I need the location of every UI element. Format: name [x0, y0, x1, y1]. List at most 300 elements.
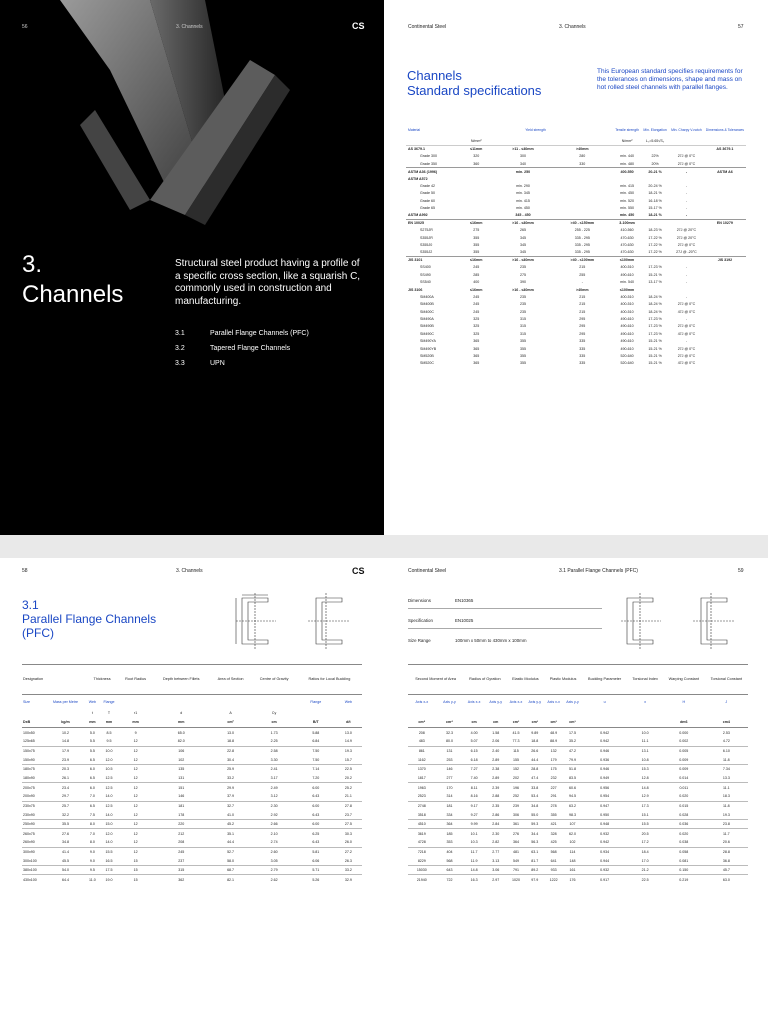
material-cell: Grade 42: [420, 184, 435, 189]
value-cell: 2.89: [492, 757, 500, 762]
value-cell: 52.7: [210, 847, 252, 856]
spec-cell: [458, 197, 494, 204]
value-cell: 77.3: [512, 739, 520, 744]
size-cell: 125x65: [23, 739, 35, 744]
value-cell: 23.7: [344, 812, 352, 817]
spec-cell: 17-22 %: [648, 235, 662, 240]
value-cell: 12: [133, 757, 138, 762]
value-cell: 79.9: [568, 757, 576, 762]
value-cell: 9.0: [89, 858, 95, 863]
value-cell: 12: [133, 812, 138, 817]
table-row: [408, 847, 748, 856]
units-cell: kg/m: [45, 718, 85, 728]
size-cell: 230x90: [23, 812, 35, 817]
units-cell: mm: [119, 718, 153, 728]
spec-cell: [458, 205, 494, 212]
value-cell: 10.1: [463, 829, 485, 838]
value-cell: 3.13: [492, 858, 500, 863]
value-cell: 5.5: [89, 739, 95, 744]
value-cell: 68.7: [210, 866, 252, 875]
spec-cell: [669, 256, 704, 263]
pfc-properties-table: [408, 664, 748, 884]
spec-cell: 47J @ 0°C: [677, 331, 696, 336]
material-cell: S355JR: [420, 235, 433, 240]
spec-cell: -: [685, 198, 688, 203]
value-cell: 41.0: [227, 812, 235, 817]
symbol-cell: [22, 709, 45, 718]
page-number: 56: [22, 24, 28, 30]
subheader-row: [408, 695, 748, 709]
value-cell: 34.8: [525, 801, 544, 810]
table-row: [22, 820, 362, 829]
spec-row: [406, 234, 746, 241]
spec-cell: 490-610: [620, 331, 634, 336]
spec-row: [406, 323, 746, 330]
spec-cell: ≤100mm: [619, 287, 635, 292]
table-row: [408, 820, 748, 829]
spec-cell: 280: [579, 154, 586, 159]
value-cell: 0.015: [663, 801, 705, 810]
spec-row: [406, 153, 746, 160]
col-yield: Yield strength: [525, 128, 546, 132]
value-cell: 12.5: [99, 783, 118, 792]
col-root-radius: Root Radius: [119, 665, 153, 695]
spec-cell: 295: [579, 331, 586, 336]
spacer-cell: [463, 709, 485, 718]
spec-cell: 27J @ 0°C: [677, 243, 696, 248]
spec-cell: 22%: [651, 154, 659, 159]
value-cell: 33.2: [335, 866, 362, 875]
col-dimensions: Dimensions & Tolerances: [705, 128, 744, 132]
spec-cell: min. 540: [620, 280, 634, 285]
value-cell: 10.5: [99, 764, 118, 773]
value-cell: 208: [418, 730, 425, 735]
specification-label: Specification: [408, 618, 433, 623]
value-cell: 11.1: [641, 739, 649, 744]
value-cell: 152: [507, 764, 526, 773]
symbol-row: [22, 709, 362, 718]
value-cell: 252: [512, 794, 519, 799]
symbol-cell: T: [107, 711, 111, 716]
channel-steel-photo: [0, 0, 384, 240]
spec-row: [406, 338, 746, 345]
value-cell: 8229: [417, 858, 426, 863]
value-cell: 4.00: [470, 730, 478, 735]
subheader-cell: Size: [23, 699, 30, 704]
value-cell: 362: [153, 875, 210, 884]
value-cell: 12.5: [105, 775, 113, 780]
value-cell: 0.942: [600, 730, 610, 735]
spec-cell: [704, 278, 746, 285]
value-cell: 2.30: [251, 801, 297, 810]
spec-row: [406, 308, 746, 315]
value-cell: 237: [178, 858, 185, 863]
value-cell: 0.058: [663, 847, 705, 856]
value-cell: 21.2: [627, 866, 663, 875]
value-cell: 33.8: [525, 783, 544, 792]
spec-cell: >11 - ≤40mm: [512, 147, 534, 152]
value-cell: 16.3: [463, 875, 485, 884]
section-title: [22, 598, 156, 640]
spec-cell: [704, 293, 746, 300]
value-cell: 15.0: [99, 820, 118, 829]
spec-cell: 325: [473, 331, 480, 336]
table-row: [408, 746, 748, 755]
value-cell: 51.8: [563, 764, 582, 773]
value-cell: 3.30: [270, 757, 278, 762]
value-cell: 6.06: [312, 858, 320, 863]
spacer-cell: [563, 709, 582, 718]
spec-cell: [704, 338, 746, 345]
spec-cell: -: [685, 280, 688, 285]
value-cell: 7.14: [297, 764, 335, 773]
spec-cell: 355: [473, 250, 480, 255]
spec-cell: [669, 175, 704, 182]
spec-cell: min. 450: [619, 213, 635, 218]
spec-cell: 27J @ 0°C: [677, 302, 696, 307]
value-cell: 12: [119, 820, 153, 829]
spec-cell: 345: [519, 250, 526, 255]
material-cell: S355J0: [420, 243, 433, 248]
spec-cell: 470-630: [620, 250, 634, 255]
value-cell: 421: [544, 820, 563, 829]
value-cell: 179: [550, 757, 557, 762]
spec-cell: [704, 271, 746, 278]
value-cell: 22.5: [335, 764, 362, 773]
value-cell: 641: [550, 858, 557, 863]
value-cell: 11.1: [705, 783, 748, 792]
value-cell: 19.0: [99, 875, 118, 884]
table-row: [22, 801, 362, 810]
value-cell: 6.0: [85, 783, 99, 792]
value-cell: 6.84: [312, 739, 320, 744]
toc-item[interactable]: [175, 345, 309, 360]
spec-cell: 27J @ 0°C: [677, 154, 696, 159]
spacer-cell: [705, 709, 748, 718]
value-cell: 26.6: [525, 746, 544, 755]
spec-cell: 325: [473, 324, 480, 329]
spec-cell: 470-630: [620, 235, 634, 240]
spec-cell: 490-610: [620, 272, 634, 277]
table-row: [22, 838, 362, 847]
value-cell: 12.8: [641, 775, 649, 780]
spec-cell: 215: [579, 265, 586, 270]
toc-num: 3.3: [175, 360, 185, 367]
subheader-cell: [210, 695, 252, 709]
value-cell: 20.5: [627, 829, 663, 838]
value-cell: 3518: [417, 812, 426, 817]
spec-cell: 47J @ 0°C: [677, 361, 696, 366]
value-cell: 41.5: [512, 730, 520, 735]
material-cell: Grade 60: [420, 198, 435, 203]
value-cell: 15: [119, 866, 153, 875]
spec-cell: -: [685, 184, 688, 189]
value-cell: 25.9: [210, 764, 252, 773]
col-elongation: Min. Elongation: [643, 128, 667, 132]
spec-cell: 490-610: [620, 317, 634, 322]
value-cell: 2.49: [251, 783, 297, 792]
value-cell: 4728: [417, 840, 426, 845]
spec-cell: [458, 190, 494, 197]
value-cell: 11.8: [705, 801, 748, 810]
title-line: Standard specifications: [407, 83, 542, 98]
symbol-cell: [45, 709, 85, 718]
spec-cell: 365: [473, 346, 480, 351]
value-cell: 14.8: [627, 783, 663, 792]
value-cell: 361: [507, 820, 526, 829]
value-cell: 17.5: [99, 866, 118, 875]
value-cell: 0.950: [600, 812, 610, 817]
spec-cell: 47J @ 0°C: [677, 309, 696, 314]
material-cell: SM490YB: [420, 346, 437, 351]
spec-cell: min. 415: [620, 184, 634, 189]
spec-cell: 275: [519, 272, 526, 277]
spec-cell: [458, 168, 494, 175]
page-number: 59: [738, 568, 744, 574]
col-tensile: Tensile strength: [615, 128, 639, 132]
page-number: 58: [22, 568, 28, 574]
divider: [408, 608, 602, 609]
value-cell: 643: [436, 866, 464, 875]
value-cell: 25.2: [335, 783, 362, 792]
pfc-axes-diagram: [615, 593, 755, 653]
value-cell: 27.6: [45, 829, 85, 838]
spec-cell: 345 - 450: [515, 213, 531, 218]
value-cell: 9.5: [106, 739, 112, 744]
spec-cell: 15-21 %: [648, 346, 662, 351]
value-cell: 315: [153, 866, 210, 875]
value-cell: 26.3: [344, 858, 352, 863]
spec-cell: 325: [473, 317, 480, 322]
spec-cell: -: [685, 213, 688, 218]
spec-cell: 215: [579, 302, 586, 307]
spec-cell: >40mm: [576, 147, 589, 152]
spec-cell: 355: [519, 346, 526, 351]
value-cell: 5.0: [89, 730, 95, 735]
value-cell: 2523: [417, 794, 426, 799]
col-buckling: Buckling Parameter: [582, 665, 627, 695]
spec-cell: min. 550: [620, 206, 634, 211]
spec-row: [406, 256, 746, 263]
value-cell: 33.2: [227, 775, 235, 780]
spec-row: [406, 293, 746, 300]
spec-cell: [641, 256, 669, 263]
spec-cell: >16 - ≤40mm: [494, 219, 551, 226]
value-cell: 196: [507, 783, 526, 792]
spec-row: [406, 345, 746, 352]
value-cell: 29.9: [210, 783, 252, 792]
units-cell: d/t: [335, 718, 362, 728]
value-cell: 185: [436, 829, 464, 838]
spacer-cell: [627, 709, 663, 718]
spec-cell: -: [685, 339, 688, 344]
units-row: [22, 718, 362, 728]
units-cell: [494, 138, 551, 145]
spec-cell: 330: [579, 161, 586, 166]
value-cell: 2.60: [251, 847, 297, 856]
value-cell: 28.8: [705, 847, 748, 856]
units-cell: N/mm²: [458, 138, 494, 145]
spec-cell: min. 345: [516, 191, 530, 196]
value-cell: 148: [569, 858, 576, 863]
spec-cell: [704, 249, 746, 256]
subheader-cell: Axis y-y: [528, 699, 542, 704]
value-cell: 45.7: [705, 866, 748, 875]
value-cell: 175: [544, 764, 563, 773]
size-cell: 180x75: [22, 764, 45, 773]
spec-cell: 335: [579, 339, 586, 344]
value-cell: 14.8: [61, 739, 69, 744]
spec-row: [406, 160, 746, 167]
value-cell: 19.3: [722, 812, 730, 817]
size-cell: 200x75: [22, 783, 45, 792]
subheader-cell: Axis y-y: [566, 699, 579, 704]
spacer-cell: [544, 709, 563, 718]
value-cell: 35.1: [210, 829, 252, 838]
value-cell: 132: [544, 746, 563, 755]
table-row: [408, 801, 748, 810]
spec-cell: [704, 190, 746, 197]
spec-row: [406, 219, 746, 226]
value-cell: 102: [178, 757, 185, 762]
value-cell: 7.0: [85, 829, 99, 838]
value-cell: 22.5: [627, 875, 663, 884]
spec-cell: [704, 352, 746, 359]
value-cell: 0.036: [663, 820, 705, 829]
brand-name: Continental Steel: [408, 568, 447, 574]
spec-row: [406, 227, 746, 234]
toc-label: UPN: [210, 360, 225, 367]
value-cell: 27.2: [335, 847, 362, 856]
spec-cell: 17-22 %: [648, 250, 662, 255]
table-row: [22, 875, 362, 884]
value-cell: 0.011: [663, 783, 705, 792]
value-cell: 17.9: [45, 746, 85, 755]
table-row: [408, 783, 748, 792]
value-cell: 7.27: [463, 764, 485, 773]
spec-cell: 15-21 %: [648, 361, 662, 366]
spec-cell: [704, 182, 746, 189]
page-title: [407, 68, 541, 98]
spec-row: [406, 330, 746, 337]
value-cell: 12: [119, 829, 153, 838]
material-cell: ASTM A572: [408, 176, 428, 181]
value-cell: 21940: [408, 875, 436, 884]
material-cell: EN 10025: [406, 219, 458, 226]
value-cell: 63.0: [705, 875, 748, 884]
size-cell: 200x90: [23, 794, 35, 799]
spec-cell: 245: [473, 294, 480, 299]
spec-cell: 320: [473, 154, 480, 159]
spec-cell: AS 3679.1: [716, 147, 734, 152]
size-cell: 430x100: [22, 875, 45, 884]
units-cell: [582, 718, 627, 728]
value-cell: 47.2: [563, 746, 582, 755]
spec-cell: [458, 175, 494, 182]
spec-cell: [552, 197, 614, 204]
value-cell: 18.3: [722, 794, 730, 799]
value-cell: 106: [153, 746, 210, 755]
value-cell: 6.43: [312, 840, 320, 845]
spec-cell: 255: [579, 272, 586, 277]
spec-cell: 235: [519, 302, 526, 307]
spec-cell: 490-610: [620, 346, 634, 351]
spec-cell: 315: [519, 324, 526, 329]
material-cell: SM490B: [420, 324, 434, 329]
spec-cell: 360: [473, 161, 480, 166]
value-cell: 20.3: [45, 764, 85, 773]
spec-cell: -: [685, 294, 688, 299]
dimensions-label: Dimensions: [408, 598, 431, 603]
value-cell: 97.9: [525, 875, 544, 884]
toc-item[interactable]: [175, 330, 309, 345]
value-cell: 20.2: [344, 775, 352, 780]
value-cell: 9.89: [531, 730, 539, 735]
value-cell: 6.25: [297, 829, 335, 838]
material-cell: SS490: [420, 272, 431, 277]
symbol-cell: [335, 709, 362, 718]
value-cell: 12.0: [99, 829, 118, 838]
spec-cell: [669, 286, 704, 293]
value-cell: 404: [436, 847, 464, 856]
value-cell: 6.18: [470, 757, 478, 762]
value-cell: 8.11: [463, 783, 485, 792]
spec-cell: [552, 190, 614, 197]
subheader-cell: Axis x-x: [509, 699, 523, 704]
value-cell: 2.62: [251, 875, 297, 884]
value-cell: 1.73: [270, 730, 278, 735]
value-cell: 35.2: [568, 739, 576, 744]
spec-cell: 18-24 %: [648, 302, 662, 307]
spec-cell: 315: [519, 317, 526, 322]
spec-cell: 400-510: [620, 309, 634, 314]
toc-item[interactable]: [175, 360, 309, 375]
spec-cell: [669, 145, 704, 152]
value-cell: 135: [153, 764, 210, 773]
pfc-dimensions-table: [22, 664, 362, 884]
units-cell: mm: [85, 718, 99, 728]
spec-cell: min. 440: [620, 154, 634, 159]
value-cell: 2.97: [485, 875, 507, 884]
spec-cell: [704, 212, 746, 219]
value-cell: 23.8: [705, 820, 748, 829]
value-cell: 425: [550, 840, 557, 845]
value-cell: 41.4: [45, 847, 85, 856]
value-cell: 6.00: [297, 783, 335, 792]
value-cell: 45.2: [210, 820, 252, 829]
spec-cell: 400-550: [613, 168, 641, 175]
value-cell: 3.17: [270, 775, 278, 780]
table-row: [408, 875, 748, 884]
spec-cell: 255 - 225: [574, 228, 590, 233]
value-cell: 131: [436, 746, 464, 755]
page-56: [0, 0, 384, 535]
spec-cell: 27J @ 0°C: [677, 324, 696, 329]
value-cell: 0.946: [582, 746, 627, 755]
spec-cell: 335 - 295: [574, 250, 590, 255]
spec-cell: 335: [579, 346, 586, 351]
value-cell: 23.4: [45, 783, 85, 792]
value-cell: 82.1: [210, 875, 252, 884]
spec-row: [406, 286, 746, 293]
value-cell: 131: [178, 775, 185, 780]
value-cell: 6.15: [463, 746, 485, 755]
value-cell: 10.3: [470, 840, 478, 845]
subheader-cell: [251, 695, 297, 709]
page-number: 57: [738, 24, 744, 30]
value-cell: 2.53: [722, 730, 730, 735]
spec-cell: [552, 175, 614, 182]
